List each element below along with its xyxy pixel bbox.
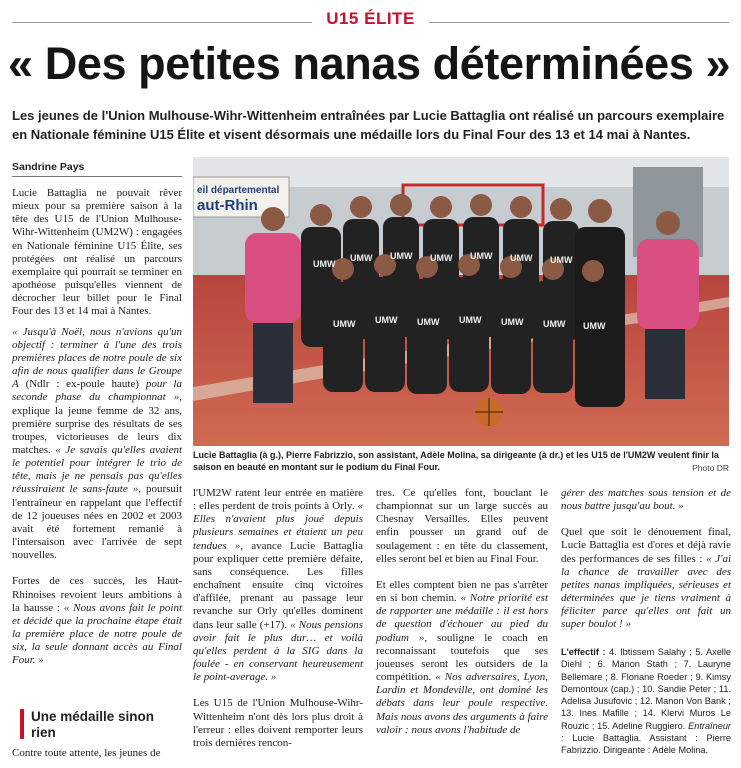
headline: « Des petites nanas déterminées » <box>8 38 731 89</box>
subhead-accent <box>20 709 24 739</box>
player-figure <box>533 281 573 393</box>
rubric-row <box>12 9 729 35</box>
text: , poursuit l'entraîneur en rappelant que l'effectif de 12 joueuses nées en 2002 et 2003 avait été fortement remanié à l'intersaison avec l'arrivée de sept nouvelles. <box>12 483 183 562</box>
head <box>656 211 680 235</box>
text: , explique la jeune femme de 32 ans, première surprise des résultats de ses troupes, victorieuses de leurs dix matches. <box>12 391 182 456</box>
jersey-logo: UMW <box>543 319 566 329</box>
coach-legs <box>253 323 293 403</box>
jersey-logo: UMW <box>417 317 440 327</box>
head <box>510 196 532 218</box>
article-column-1-end <box>12 747 182 767</box>
assistant-coach-figure <box>575 227 625 407</box>
head <box>582 260 604 282</box>
subhead: Une médaille sinon rien <box>31 709 155 740</box>
roster-players: 4. Ibtissem Salahy ; 5. Axelle Diehl ; 6. Manon Stath ; 7. Lauryne Bellemare ; 8. Floriane Roeder ; 9. Kimsy Demontoux (cap.) ; 10. Sandie Peter ; 11. Adelisa Jusufovic ; 12. Manon Von Bank ; 13. Ines Mafille ; 14. Klervi Muros Le Rouzic ; 15. Adeline Ruggiero. <box>561 647 731 731</box>
head <box>430 196 452 218</box>
photo-caption: Lucie Battaglia (à g.), Pierre Fabrizzio, son assistant, Adèle Molina, sa dirigeante (à dr.) et les U15 de l'UM2W veulent finir la saison en beauté en montant sur le podium du Final Four. <box>193 450 719 472</box>
jersey-logo: UMW <box>313 259 336 269</box>
paragraph: Contre toute attente, les jeunes de <box>12 747 161 759</box>
team-photo <box>193 157 729 446</box>
quote: « Notre priorité est de rapporter une médaille : il est hors de question d'échouer au pied du podium » <box>376 592 548 644</box>
paragraph: Les U15 de l'Union Mulhouse-Wihr-Wittenheim n'ont dès lors plus droit à l'erreur : elles doivent remporter leurs trois dernières rencon- <box>193 697 363 749</box>
head <box>350 196 372 218</box>
head <box>310 204 332 226</box>
text: l'UM2W ratent leur entrée en matière : elles perdent de trois points à Orly. <box>193 487 363 513</box>
quote: « J'ai la chance de travailler avec des petites nanas impliquées, sérieuses et déterminées que je tiens vraiment à féliciter parce qu'elles ont fait un super boulot ! » <box>561 552 731 631</box>
coach-figure <box>245 233 301 323</box>
quote: pour la seconde phase du championnat » <box>12 378 182 404</box>
quote: « Jusqu'à Noël, nous n'avions qu'un objectif : terminer à l'une des trois premières places de notre poule de six afin de nous qualifier dans le Groupe A <box>12 325 182 391</box>
jersey-logo: UMW <box>430 253 453 263</box>
paragraph <box>561 526 731 631</box>
jersey-logo: UMW <box>583 321 606 331</box>
head <box>588 199 612 223</box>
quote: « Elles n'avaient plus joué depuis plusieurs semaines et étaient un peu tendues » <box>193 500 363 552</box>
byline-rule <box>12 176 182 177</box>
jersey-logo: UMW <box>350 253 373 263</box>
jersey-logo: UMW <box>510 253 533 263</box>
head <box>261 207 285 231</box>
banner-text-1: eil départemental <box>197 185 280 196</box>
head <box>390 194 412 216</box>
director-legs <box>645 329 685 399</box>
author-byline: Sandrine Pays <box>12 161 85 173</box>
quote: « Nos adversaires, Lyon, Lardin et Mondeville, ont dominé les débats dans leur poule respective. Mais nous avons des arguments à faire valoir : nous avons l'habitude de <box>376 671 548 736</box>
player-figure <box>449 277 489 392</box>
paragraph <box>12 326 182 563</box>
text: (Ndlr : ex-poule haute) <box>25 378 139 391</box>
team-roster <box>561 646 731 757</box>
quote: « Je savais qu'elles avaient le potentiel pour intégrer le trio de tête, mais je ne pensais pas qu'elles réussiraient le sans-faute » <box>12 443 183 496</box>
roster-staff-label: Entraîneur : <box>561 720 731 744</box>
player-figure <box>323 282 363 392</box>
paragraph: Lucie Battaglia ne pouvait rêver mieux pour sa première saison à la tête des U15 de l'Union Mulhouse-Wihr-Wittenheim (UM2W) : engagées en Nationale féminine U15 Élite, ses protégées ont réalisé un parcours exemplaire qui pourrait se terminer en apothéose puisqu'elles viennent de décrocher leur billet pour le Final Four des 13 et 14 mai à Nantes. <box>12 187 182 318</box>
article-column-3 <box>376 487 548 744</box>
paragraph <box>193 487 363 684</box>
jersey-logo: UMW <box>390 251 413 261</box>
jersey-logo: UMW <box>459 315 482 325</box>
text: Fortes de ces succès, les Haut-Rhinoises revoient leurs ambitions à la hausse : <box>12 575 182 614</box>
head <box>550 198 572 220</box>
player-figure <box>407 279 447 394</box>
jersey-logo: UMW <box>550 255 573 265</box>
banner-text-2: aut-Rhin <box>197 197 258 214</box>
roster-label: L'effectif : <box>561 647 606 657</box>
director-figure <box>637 239 699 329</box>
paragraph <box>561 487 731 513</box>
jersey-logo: UMW <box>375 315 398 325</box>
quote: « Nous avons fait le point et décidé que la prochaine étape était la première place de notre poule de six, la seule donnant accès au Final Four. » <box>12 601 183 667</box>
quote: « Nous pensions avoir fait le plus dur… et voilà qu'elles perdent à la SIG dans la foulée - en conservant heureusement le point-average. » <box>193 618 364 684</box>
paragraph <box>12 575 182 667</box>
paragraph: tres. Ce qu'elles font, bouclant le championnat sur un large succès au Chesnay Versailles. Elles peuvent enfin pousser un grand ouf de soulagement : en tête du classement, elles seront bel et bien au Final Four. <box>376 487 548 565</box>
team-photo-illustration <box>193 157 729 446</box>
standfirst: Les jeunes de l'Union Mulhouse-Wihr-Wittenheim entraînées par Lucie Battaglia ont réalisé un parcours exemplaire en Nationale féminine U15 Élite et visent désormais une médaille lors du Final Four des 13 et 14 mai à Nantes. <box>12 108 725 142</box>
player-figure <box>365 277 405 392</box>
jersey-logo: UMW <box>470 251 493 261</box>
paragraph <box>376 579 548 737</box>
article-column-4 <box>561 487 731 639</box>
photo-credit: Photo DR <box>692 463 729 473</box>
player-figure <box>491 279 531 394</box>
article-column-1 <box>12 187 182 674</box>
text: Et elles comptent bien ne pas s'arrêter en si bon chemin. <box>376 578 548 605</box>
text: Quel que soit le dénouement final, Lucie Battaglia est d'ores et déjà ravie des performances de ses filles : <box>561 526 731 565</box>
text: , avance Lucie Battaglia pour expliquer cette première défaite, sans conséquence. Les filles enchaînent ensuite cinq victoires d'affilée, prenant au passage leur revanche sur Orly qu'elles dominent dans leur salle (+17). <box>193 539 364 631</box>
section-rubric: U15 ÉLITE <box>326 9 415 28</box>
jersey-logo: UMW <box>501 317 524 327</box>
head <box>470 194 492 216</box>
jersey-logo: UMW <box>333 319 356 329</box>
quote: gérer des matches sous tension et de nous battre jusqu'au bout. » <box>561 487 731 513</box>
article-column-2 <box>193 487 363 757</box>
text: , souligne le coach en reconnaissant toutefois que ses joueuses seront les outsiders de la compétition. <box>376 631 548 684</box>
roster-staff: Lucie Battaglia. Assistant : Pierre Fabrizzio. Dirigeante : Adèle Molina. <box>561 733 731 756</box>
